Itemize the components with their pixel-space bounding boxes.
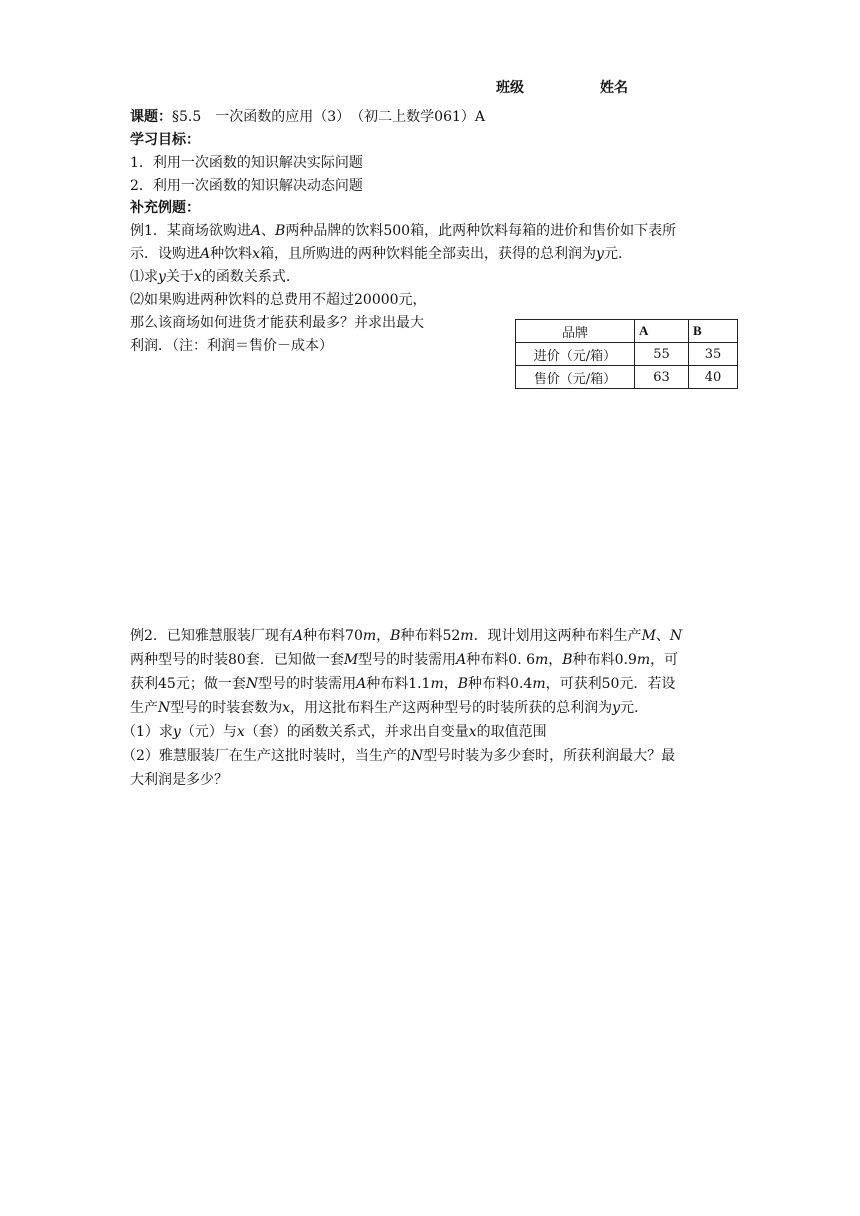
goal-item-1: 1．利用一次函数的知识解决实际问题: [130, 155, 363, 171]
goals-heading: 学习目标：: [130, 132, 200, 148]
table-cell-b: 40: [689, 366, 738, 389]
example1-line2: 示．设购进A种饮料x箱，且所购进的两种饮料能全部卖出，获得的总利润为y元．: [130, 246, 632, 262]
table-header-brand: 品牌: [516, 320, 635, 343]
table-row: [516, 366, 738, 389]
example1-question1: ⑴求y关于x的函数关系式.: [130, 269, 291, 285]
example1-question2-line3: 利润．（注：利润＝售价－成本）: [130, 338, 333, 354]
name-label: 姓名: [600, 80, 628, 96]
examples-heading: 补充例题：: [130, 200, 200, 216]
goal-item-2: 2．利用一次函数的知识解决动态问题: [130, 178, 363, 194]
table-cell-label: 进价（元/箱）: [516, 343, 635, 366]
class-label: 班级: [496, 80, 524, 96]
table-header-row: [516, 320, 738, 343]
table-header-a: A: [635, 320, 689, 343]
topic-label: 课题：: [130, 109, 172, 125]
topic-line: [130, 107, 485, 127]
example2-line3: 获利45元；做一套N型号的时装需用A种布料1.1m，B种布料0.4m，可获利50元．若设: [130, 676, 676, 692]
example1-question2-line2: 那么该商场如何进货才能获利最多？并求出最大: [130, 315, 424, 331]
table-header-b: B: [689, 320, 738, 343]
topic-text: §5.5 一次函数的应用（3） （初二上数学061）A: [172, 109, 486, 125]
example2-question1: （1）求y（元）与x（套）的函数关系式，并求出自变量x的取值范围: [122, 724, 547, 740]
example1-question2-line1: ⑵如果购进两种饮料的总费用不超过20000元，: [130, 292, 427, 308]
example1-line1: 例1．某商场欲购进A、B两种品牌的饮料500箱，此两种饮料每箱的进价和售价如下表所: [130, 223, 677, 239]
price-table: [515, 319, 738, 389]
table-cell-b: 35: [689, 343, 738, 366]
example2-line2: 两种型号的时装80套．已知做一套M型号的时装需用A种布料0. 6m，B种布料0.9m，可: [130, 652, 679, 668]
table-cell-a: 55: [635, 343, 689, 366]
table-cell-a: 63: [635, 366, 689, 389]
table-row: [516, 343, 738, 366]
example2-line1: 例2．已知雅慧服装厂现有A种布料70m，B种布料52m．现计划用这两种布料生产M、N: [130, 628, 683, 644]
example2-question2-line2: 大利润是多少？: [130, 772, 228, 788]
example2-line4: 生产N型号的时装套数为x，用这批布料生产这两种型号的时装所获的总利润为y元．: [130, 700, 649, 716]
example2-question2-line1: （2）雅慧服装厂在生产这批时装时，当生产的N型号时装为多少套时，所获利润最大？最: [122, 748, 676, 764]
table-cell-label: 售价（元/箱）: [516, 366, 635, 389]
